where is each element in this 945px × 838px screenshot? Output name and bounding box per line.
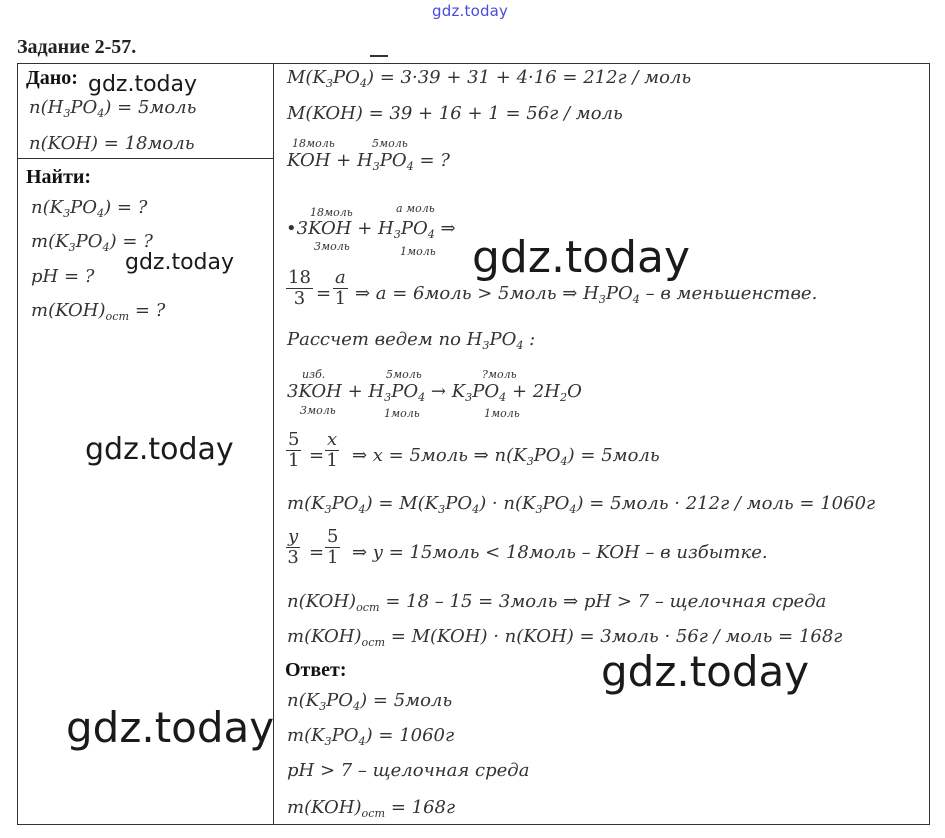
mass-k3po4-line: $m(K_3PO_4) = M(K_3PO_4) \cdot n(K_3PO_4)$ = 5моль · 212г / моль = 1060г xyxy=(287,493,876,516)
top-tick-mark xyxy=(370,55,388,62)
answer-ph: pH > 7 – щелочная среда xyxy=(287,760,530,781)
equals-sign-2: = xyxy=(309,445,325,466)
equals-sign-3: = xyxy=(309,542,325,563)
r2-below-h3po4: 1моль xyxy=(400,245,436,258)
watermark-left-bottom: gdz.today xyxy=(66,703,275,752)
koh-remainder-mass-line: $m(KOH)_{ост} = M(KOH) \cdot n(KOH)$ = 3моль · 56г / моль = 168г xyxy=(287,626,843,649)
watermark-find: gdz.today xyxy=(125,250,235,275)
find-header: Найти: xyxy=(26,166,92,188)
find-m-koh-rest: $m(KOH)_{ост}$ = ? xyxy=(31,300,166,323)
watermark-right-bottom: gdz.today xyxy=(601,647,810,696)
r3-below-koh: 3моль xyxy=(300,404,336,417)
watermark-left-mid: gdz.today xyxy=(85,432,234,467)
answer-n-k3po4: $n(K_3PO_4)$ = 5моль xyxy=(287,690,453,713)
proportion-2-result: ⇒ x = 5моль ⇒ $n(K_3PO_4)$ = 5моль xyxy=(352,445,660,468)
calc-basis-line: Рассчет ведем по $H_3PO_4$ : xyxy=(287,329,536,352)
r3-above-h3po4: 5моль xyxy=(386,368,422,381)
r2-above-koh: 18моль xyxy=(310,206,353,219)
given-n-koh: n(KOH) = 18моль xyxy=(29,133,195,154)
reaction-equation-1: •3KOH + $H_3PO_4$ ⇒ xyxy=(286,218,456,241)
r3-below-h3po4: 1моль xyxy=(384,407,420,420)
watermark-given: gdz.today xyxy=(88,72,198,97)
molar-mass-k3po4: $M(K_3PO_4) = 3\cdot 39 + 31 + 4\cdot 16 = 212г$ / моль xyxy=(287,67,692,90)
given-header: Дано: xyxy=(26,67,78,89)
watermark-top: gdz.today xyxy=(432,2,509,20)
r2-above-h3po4: a моль xyxy=(396,202,435,215)
equals-sign-1: = xyxy=(316,283,332,304)
fraction-x-1: $\frac{x}{1}$ xyxy=(326,429,338,471)
r3-above-koh: изб. xyxy=(302,368,326,381)
answer-header: Ответ: xyxy=(285,659,347,681)
reaction-equation-2: $3KOH + H_3PO_4 \to K_3PO_4 + 2H_2O$ xyxy=(287,381,582,404)
molar-mass-koh: M(KOH) = 39 + 16 + 1 = 56г / моль xyxy=(287,103,623,124)
fraction-5-1b: $\frac{5}{1}$ xyxy=(327,526,339,568)
find-m-k3po4: $m(K_3PO_4)$ = ? xyxy=(31,231,153,254)
reaction-question: KOH + $H_3PO_4$ = ? xyxy=(287,150,450,173)
fraction-a-1: $\frac{a}{1}$ xyxy=(334,267,347,309)
fraction-y-3: $\frac{y}{3}$ xyxy=(287,526,299,568)
proportion-1-result: ⇒ a = 6моль > 5моль ⇒ $H_3PO_4$ – в меньшенстве. xyxy=(355,283,818,306)
above-h3po4-label: 5моль xyxy=(372,137,408,150)
fraction-5-1: $\frac{5}{1}$ xyxy=(288,429,300,471)
watermark-center: gdz.today xyxy=(472,232,691,283)
find-n-k3po4: $n(K_3PO_4)$ = ? xyxy=(31,197,148,220)
r2-below-koh: 3моль xyxy=(314,240,350,253)
task-title: Задание 2-57. xyxy=(17,36,137,58)
proportion-3-result: ⇒ y = 15моль < 18моль – KOH – в избытке. xyxy=(352,542,768,563)
koh-remainder-line: $n(KOH)_{ост} = 18 - 15$ = 3моль ⇒ pH > 7 – щелочная среда xyxy=(287,591,827,614)
answer-m-k3po4: $m(K_3PO_4) = 1060г$ xyxy=(287,725,455,748)
answer-m-koh-rest: $m(KOH)_{ост} = 168г$ xyxy=(287,797,456,820)
r3-above-k3po4: ?моль xyxy=(482,368,517,381)
fraction-18-3: $\frac{18}{3}$ xyxy=(288,267,311,309)
find-ph: pH = ? xyxy=(31,266,95,287)
r3-below-k3po4: 1моль xyxy=(484,407,520,420)
above-koh-label: 18моль xyxy=(292,137,335,150)
given-n-h3po4: $n(H_3PO_4)$ = 5моль xyxy=(29,97,197,120)
given-find-divider xyxy=(17,158,273,159)
